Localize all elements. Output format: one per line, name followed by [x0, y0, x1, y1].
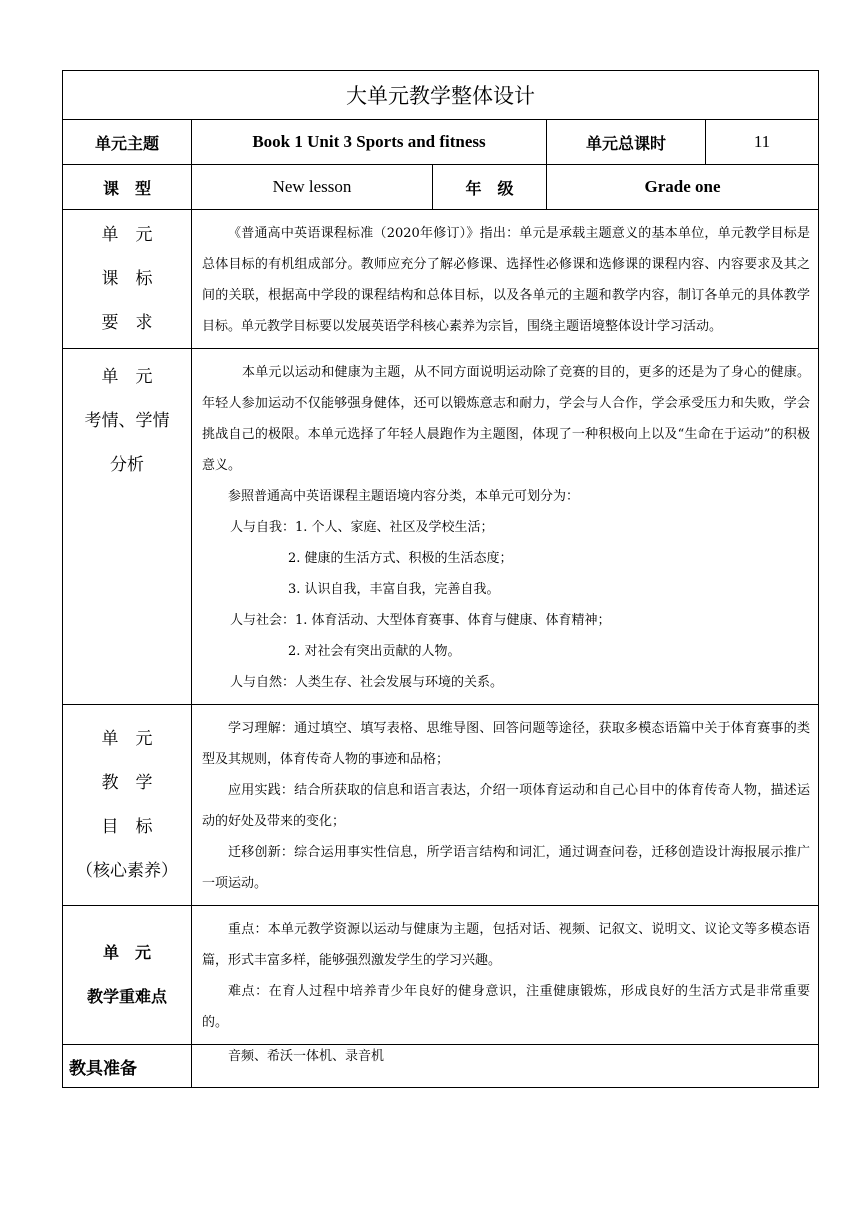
grade-value: Grade one — [547, 165, 819, 210]
objective-learning: 学习理解：通过填空、填写表格、思维导图、回答问题等途径，获取多模态语篇中关于体育赛事的类型及其规则，体育传奇人物的事迹和品格； — [202, 721, 810, 767]
standards-label — [63, 210, 192, 349]
lesson-design-table — [62, 70, 819, 1088]
key-point: 重点：本单元教学资源以运动与健康为主题，包括对话、视频、记叙文、说明文、议论文等多模态语篇，形式丰富多样，能够强烈激发学生的学习兴趣。 — [202, 922, 810, 968]
objectives-label — [63, 705, 192, 906]
analysis-label-line: 考情、学情 — [84, 411, 170, 431]
total-hours-label: 单元总课时 — [547, 120, 706, 165]
theme-nature: 人与自然：人类生存、社会发展与环境的关系。 — [230, 675, 504, 690]
theme-society-2: 2. 对社会有突出贡献的人物。 — [288, 644, 461, 659]
objective-applying: 应用实践：结合所获取的信息和语言表达，介绍一项体育运动和自己心目中的体育传奇人物，描述运动的好处及带来的变化； — [202, 783, 810, 829]
unit-theme-value: Book 1 Unit 3 Sports and fitness — [192, 120, 547, 165]
grade-label: 年 级 — [433, 165, 547, 210]
key-points-label-line: 单 元 — [102, 943, 151, 962]
analysis-ref: 参照普通高中英语课程主题语境内容分类，本单元可划分为： — [228, 489, 580, 504]
materials-content — [192, 1045, 819, 1088]
unit-theme-label: 单元主题 — [63, 120, 192, 165]
key-points-label — [63, 906, 192, 1045]
lesson-type-value: New lesson — [192, 165, 433, 210]
materials-text: 音频、希沃一体机、录音机 — [228, 1049, 385, 1064]
theme-society-1: 人与社会：1. 体育活动、大型体育赛事、体育与健康、体育精神； — [230, 613, 611, 628]
theme-self-3: 3. 认识自我，丰富自我，完善自我。 — [288, 582, 500, 597]
theme-self-2: 2. 健康的生活方式、积极的生活态度； — [288, 551, 513, 566]
standards-label-line: 课 标 — [101, 269, 153, 289]
objective-transfer: 迁移创新：综合运用事实性信息，所学语言结构和词汇，通过调查问卷，迁移创造设计海报展示推广一项运动。 — [202, 845, 810, 891]
difficult-point: 难点：在育人过程中培养青少年良好的健身意识，注重健康锻炼，形成良好的生活方式是非常重要的。 — [202, 984, 810, 1030]
objectives-label-line: （核心素养） — [76, 861, 178, 881]
analysis-content — [192, 349, 819, 705]
theme-self-1: 人与自我：1. 个人、家庭、社区及学校生活； — [230, 520, 494, 535]
standards-content — [192, 210, 819, 349]
page-title: 大单元教学整体设计 — [63, 71, 819, 120]
standards-text: 《普通高中英语课程标准（2020年修订）》指出：单元是承载主题意义的基本单位，单元教学目标是总体目标的有机组成部分。教师应充分了解必修课、选择性必修课和选修课的课程内容、内容要求及其之间的关联，根据高中学段的课程结构和总体目标，以及各单元的主题和教学内容，制订各单元的具体教学目标。单元教学目标要以发展英语学科核心素养为宗旨，围绕主题语境整体设计学习活动。 — [202, 226, 810, 334]
standards-label-line: 单 元 — [101, 225, 153, 245]
objectives-label-line: 教 学 — [101, 773, 153, 793]
lesson-type-label: 课 型 — [63, 165, 192, 210]
objectives-label-line: 目 标 — [101, 817, 153, 837]
total-hours-value: 11 — [706, 120, 819, 165]
standards-label-line: 要 求 — [101, 313, 153, 333]
objectives-content — [192, 705, 819, 906]
objectives-label-line: 单 元 — [101, 729, 153, 749]
analysis-label — [63, 349, 192, 705]
key-points-content — [192, 906, 819, 1045]
analysis-intro: 本单元以运动和健康为主题，从不同方面说明运动除了竞赛的目的，更多的还是为了身心的健康。年轻人参加运动不仅能够强身健体，还可以锻炼意志和耐力，学会与人合作，学会承受压力和失败，学会挑战自己的极限。本单元选择了年轻人晨跑作为主题图，体现了一种积极向上以及“生命在于运动”的积极意义。 — [202, 365, 810, 473]
analysis-label-line: 分析 — [110, 455, 144, 475]
key-points-label-line: 教学重难点 — [86, 987, 167, 1006]
materials-label: 教具准备 — [63, 1045, 192, 1088]
analysis-label-line: 单 元 — [101, 367, 153, 387]
